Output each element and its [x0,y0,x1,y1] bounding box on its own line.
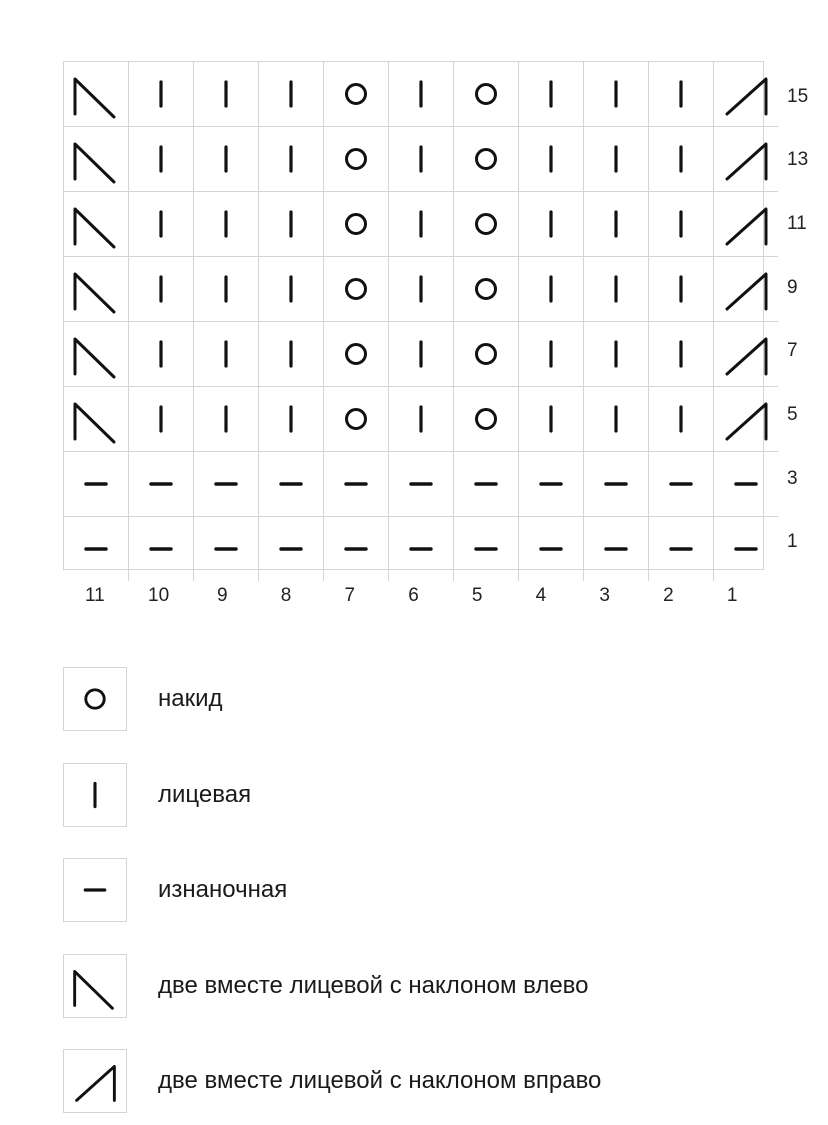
chart-cell-yarn-over-symbol [454,322,519,387]
chart-cell-knit-symbol [649,62,714,127]
column-number: 11 [84,585,105,606]
circle-icon [63,667,127,731]
column-number: 1 [726,585,738,606]
chart-cell-knit-symbol [129,62,194,127]
chart-cell-purl-symbol [649,452,714,517]
chart-cell-knit-symbol [519,62,584,127]
legend-item-yarn-over [63,666,223,731]
chart-cell-yarn-over-symbol [454,387,519,452]
chart-cell-purl-symbol [389,452,454,517]
chart-cell-purl-symbol [714,517,778,581]
chart-cell-knit-symbol [389,127,454,192]
chart-cell-knit-symbol [129,387,194,452]
column-number: 2 [663,585,674,606]
legend-item-knit [63,762,252,827]
chart-cell-knit-symbol [389,387,454,452]
chart-cell-knit-symbol [259,387,324,452]
chart-cell-purl-symbol [714,452,778,517]
chart-cell-yarn-over-symbol [324,322,389,387]
chart-cell-purl-symbol [519,452,584,517]
legend-item-ssk [63,953,589,1018]
chart-cell-knit-symbol [649,192,714,257]
vertical-bar-icon [63,763,127,827]
chart-cell-purl-symbol [194,452,259,517]
row-number: 15 [787,85,809,107]
chart-cell-knit-symbol [389,322,454,387]
chart-cell-knit-symbol [194,322,259,387]
row-number: 5 [787,403,798,425]
legend-label: лицевая [158,780,252,808]
chart-cell-k2tog-right-decrease-symbol [714,387,778,452]
chart-cell-purl-symbol [649,517,714,581]
chart-cell-purl-symbol [64,517,129,581]
chart-cell-purl-symbol [259,517,324,581]
chart-cell-knit-symbol [584,62,649,127]
knitting-chart-grid [63,61,764,570]
column-number: 3 [599,585,610,606]
column-number: 4 [535,585,547,606]
chart-cell-purl-symbol [259,452,324,517]
chart-cell-k2tog-right-decrease-symbol [714,127,778,192]
legend-item-k2tog [63,1048,602,1113]
column-number: 5 [471,585,483,606]
chart-cell-knit-symbol [129,127,194,192]
row-number: 7 [787,340,798,362]
right-slant-decrease-icon [63,1049,127,1113]
legend-label: накид [158,684,223,712]
chart-cell-yarn-over-symbol [454,257,519,322]
chart-cell-knit-symbol [649,127,714,192]
chart-cell-k2tog-right-decrease-symbol [714,322,778,387]
chart-cell-knit-symbol [649,322,714,387]
chart-cell-knit-symbol [259,257,324,322]
chart-cell-purl-symbol [519,517,584,581]
chart-cell-purl-symbol [129,452,194,517]
chart-cell-knit-symbol [519,192,584,257]
column-number: 8 [280,585,292,606]
chart-cell-knit-symbol [519,322,584,387]
row-number: 1 [787,531,798,553]
row-number: 9 [787,276,798,298]
chart-cell-knit-symbol [194,62,259,127]
chart-cell-knit-symbol [584,192,649,257]
chart-cell-purl-symbol [454,517,519,581]
chart-cell-k2tog-right-decrease-symbol [714,62,778,127]
chart-cell-ssk-left-decrease-symbol [64,192,129,257]
row-number: 13 [787,149,809,171]
chart-cell-purl-symbol [324,452,389,517]
row-number: 11 [787,213,807,235]
chart-cell-ssk-left-decrease-symbol [64,127,129,192]
chart-cell-knit-symbol [259,127,324,192]
chart-cell-knit-symbol [389,257,454,322]
chart-cell-yarn-over-symbol [324,257,389,322]
column-number: 9 [217,585,228,606]
chart-cell-knit-symbol [519,387,584,452]
chart-cell-knit-symbol [584,387,649,452]
dash-icon [63,858,127,922]
legend-label: две вместе лицевой с наклоном вправо [158,1066,602,1094]
legend-item-purl [63,857,288,922]
chart-cell-knit-symbol [129,192,194,257]
chart-cell-knit-symbol [194,127,259,192]
row-number: 3 [787,467,798,489]
chart-cell-ssk-left-decrease-symbol [64,62,129,127]
chart-cell-yarn-over-symbol [324,127,389,192]
chart-cell-knit-symbol [649,257,714,322]
chart-cell-ssk-left-decrease-symbol [64,322,129,387]
chart-cell-knit-symbol [194,257,259,322]
chart-cell-knit-symbol [129,322,194,387]
chart-cell-knit-symbol [584,257,649,322]
chart-cell-knit-symbol [194,387,259,452]
chart-cell-purl-symbol [584,517,649,581]
chart-cell-purl-symbol [584,452,649,517]
chart-cell-knit-symbol [389,192,454,257]
chart-cell-knit-symbol [259,322,324,387]
legend-label: изнаночная [158,875,288,903]
chart-cell-knit-symbol [584,127,649,192]
chart-cell-knit-symbol [129,257,194,322]
chart-cell-knit-symbol [259,62,324,127]
column-number: 7 [344,585,356,606]
chart-cell-k2tog-right-decrease-symbol [714,257,778,322]
chart-cell-knit-symbol [649,387,714,452]
chart-cell-purl-symbol [194,517,259,581]
chart-cell-purl-symbol [454,452,519,517]
chart-cell-ssk-left-decrease-symbol [64,387,129,452]
chart-cell-knit-symbol [519,257,584,322]
chart-cell-knit-symbol [519,127,584,192]
chart-cell-ssk-left-decrease-symbol [64,257,129,322]
chart-cell-knit-symbol [584,322,649,387]
chart-cell-yarn-over-symbol [324,192,389,257]
column-number: 6 [408,585,419,606]
chart-cell-k2tog-right-decrease-symbol [714,192,778,257]
chart-cell-knit-symbol [389,62,454,127]
chart-cell-yarn-over-symbol [324,62,389,127]
chart-cell-yarn-over-symbol [454,62,519,127]
chart-cell-knit-symbol [259,192,324,257]
column-number: 10 [148,585,170,606]
left-slant-decrease-icon [63,954,127,1018]
chart-cell-purl-symbol [64,452,129,517]
legend-label: две вместе лицевой с наклоном влево [158,971,589,999]
chart-cell-purl-symbol [324,517,389,581]
chart-cell-purl-symbol [389,517,454,581]
chart-cell-yarn-over-symbol [454,192,519,257]
chart-cell-yarn-over-symbol [324,387,389,452]
chart-cell-knit-symbol [194,192,259,257]
chart-cell-yarn-over-symbol [454,127,519,192]
chart-cell-purl-symbol [129,517,194,581]
